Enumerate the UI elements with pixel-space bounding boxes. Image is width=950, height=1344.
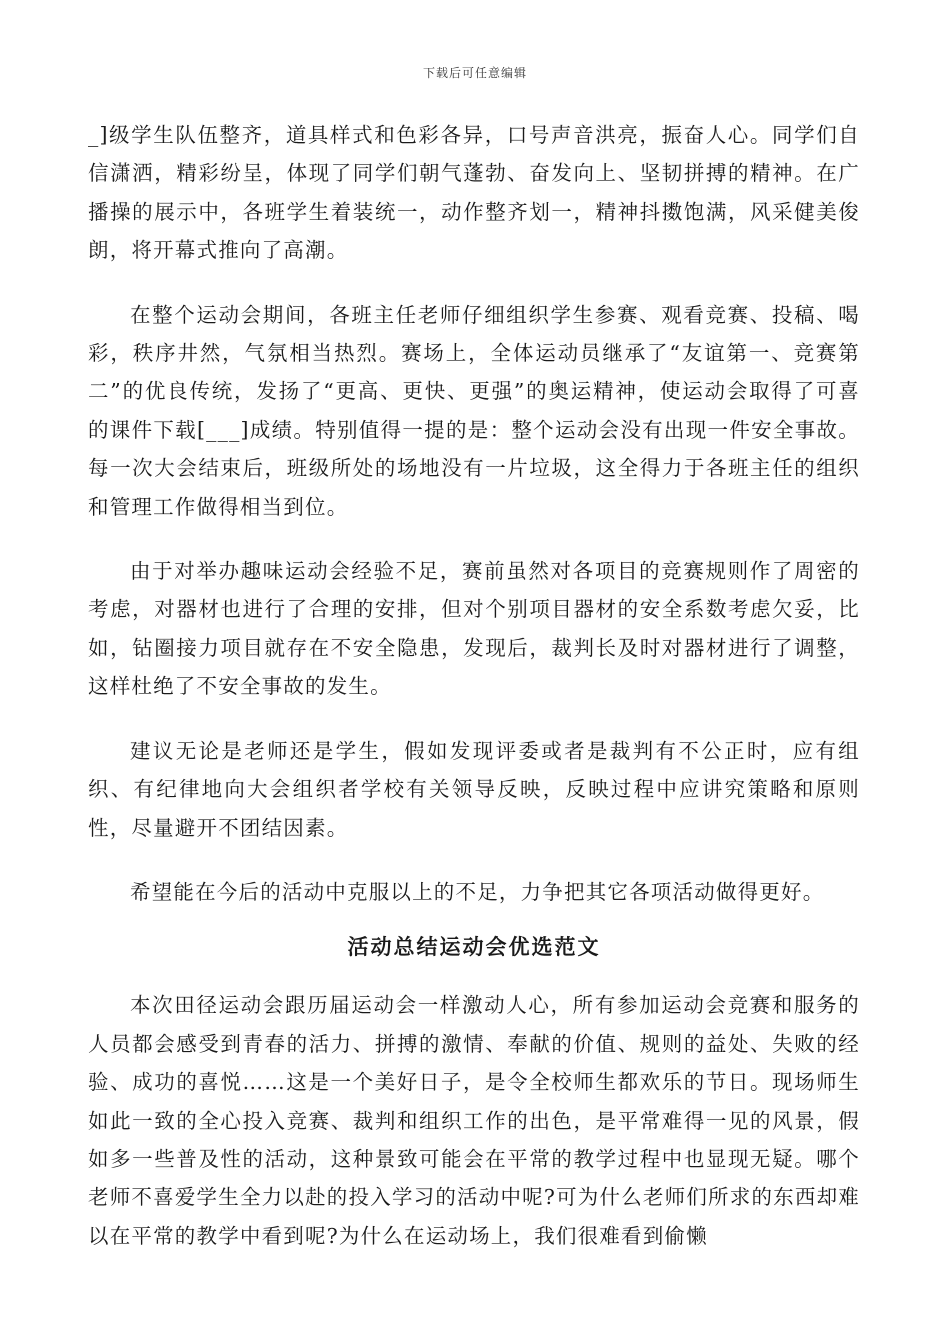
paragraph-3: 由于对举办趣味运动会经验不足，赛前虽然对各项目的竞赛规则作了周密的考虑，对器材也进行了合理的安排，但对个别项目器材的安全系数考虑欠妥，比如，钻圈接力项目就存在不安全隐患，发现后，裁判长及时对器材进行了调整，这样杜绝了不安全事故的发生。 xyxy=(88,559,860,699)
header-note: 下载后可任意编辑 xyxy=(422,66,527,80)
section-title: 活动总结运动会优选范文 xyxy=(347,934,601,960)
paragraph-5: 希望能在今后的活动中克服以上的不足，力争把其它各项活动做得更好。 xyxy=(130,879,825,904)
document-body xyxy=(88,116,860,1255)
paragraph-2: 在整个运动会期间，各班主任老师仔细组织学生参赛、观看竞赛、投稿、喝彩，秩序井然，气氛相当热烈。赛场上，全体运动员继承了“友谊第一、竞赛第二”的优良传统，发扬了“更高、更快、更强”的奥运精神，使运动会取得了可喜的课件下载[___]成绩。特别值得一提的是：整个运动会没有出现一件安全事故。每一次大会结束后，班级所处的场地没有一片垃圾，这全得力于各班主任的组织和管理工作做得相当到位。 xyxy=(88,302,860,519)
section-paragraph-1: 本次田径运动会跟历届运动会一样激动人心，所有参加运动会竞赛和服务的人员都会感受到青春的活力、拼搏的激情、奉献的价值、规则的益处、失败的经验、成功的喜悦……这是一个美好日子，是令全校师生都欢乐的节日。现场师生如此一致的全心投入竞赛、裁判和组织工作的出色，是平常难得一见的风景，假如多一些普及性的活动，这种景致可能会在平常的教学过程中也显现无疑。哪个老师不喜爱学生全力以赴的投入学习的活动中呢?可为什么老师们所求的东西却难以在平常的教学中看到呢?为什么在运动场上，我们很难看到偷懒 xyxy=(88,993,860,1248)
paragraph-1: _]级学生队伍整齐，道具样式和色彩各异，口号声音洪亮，振奋人心。同学们自信潇洒，精彩纷呈，体现了同学们朝气蓬勃、奋发向上、坚韧拼搏的精神。在广播操的展示中，各班学生着装统一，动作整齐划一，精神抖擞饱满，风采健美俊朗，将开幕式推向了高潮。 xyxy=(88,123,860,263)
paragraph-4: 建议无论是老师还是学生，假如发现评委或者是裁判有不公正时，应有组织、有纪律地向大会组织者学校有关领导反映，反映过程中应讲究策略和原则性，尽量避开不团结因素。 xyxy=(88,738,860,840)
